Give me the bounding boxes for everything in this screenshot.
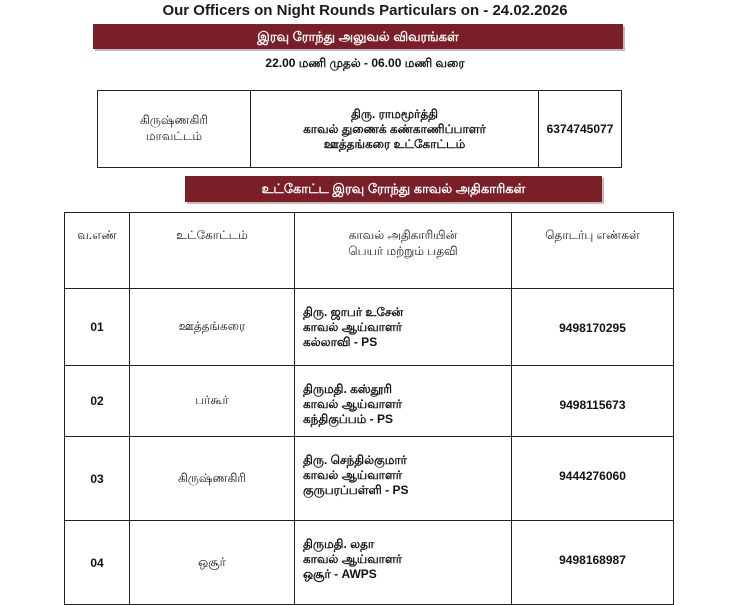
row-officer bbox=[295, 289, 512, 366]
officer-station: குருபரப்பள்ளி - PS bbox=[303, 483, 409, 497]
district-name-cell bbox=[98, 91, 251, 168]
subdivision-banner: உட்கோட்ட இரவு ரோந்து காவல் அதிகாரிகள் bbox=[185, 176, 602, 202]
header-subdivision: உட்கோட்டம் bbox=[130, 213, 295, 289]
officer-designation: காவல் ஆய்வாளர் bbox=[303, 397, 403, 411]
officer-designation: காவல் ஆய்வாளர் bbox=[303, 320, 403, 334]
subdivision-officers-table bbox=[64, 212, 674, 605]
district-name-line2: மாவட்டம் bbox=[145, 129, 203, 143]
header-officer-line2: பெயர் மற்றும் பதவி bbox=[348, 244, 458, 258]
district-row bbox=[98, 91, 622, 168]
officer-name: திரு. ஜாபர் உசேன் bbox=[303, 305, 404, 319]
page-title: Our Officers on Night Rounds Particulars on - 24.02.2026 bbox=[162, 2, 568, 19]
row-phone: 9498168987 bbox=[512, 521, 674, 605]
table-row bbox=[65, 437, 674, 521]
row-serial-no: 01 bbox=[65, 289, 130, 366]
officer-station: ஒசூர் - AWPS bbox=[303, 567, 377, 581]
table-row bbox=[65, 521, 674, 605]
row-officer bbox=[295, 521, 512, 605]
row-subdivision: ஒசூர் bbox=[130, 521, 295, 605]
row-subdivision: ஊத்தங்கரை bbox=[130, 289, 295, 366]
row-phone: 9444276060 bbox=[512, 437, 674, 521]
header-serial-no: வ.எண் bbox=[65, 213, 130, 289]
officer-station: கல்லாவி - PS bbox=[303, 335, 378, 349]
row-subdivision: கிருஷ்ணகிரி bbox=[130, 437, 295, 521]
row-officer bbox=[295, 437, 512, 521]
row-phone: 9498115673 bbox=[512, 366, 674, 437]
officer-name: திருமதி. கஸ்தூரி bbox=[303, 382, 392, 396]
row-serial-no: 02 bbox=[65, 366, 130, 437]
officer-name: திருமதி. லதா bbox=[303, 537, 375, 551]
table-header-row bbox=[65, 213, 674, 289]
district-officer-subdivision: ஊத்தங்கரை உட்கோட்டம் bbox=[323, 136, 466, 151]
officer-name: திரு. செந்தில்குமார் bbox=[303, 453, 407, 467]
district-name-line1: கிருஷ்ணகிரி bbox=[139, 113, 209, 127]
row-serial-no: 03 bbox=[65, 437, 130, 521]
district-officer-table bbox=[97, 90, 622, 168]
table-row bbox=[65, 366, 674, 437]
table-row bbox=[65, 289, 674, 366]
officer-designation: காவல் ஆய்வாளர் bbox=[303, 552, 403, 566]
district-officer-name: திரு. ராமமூர்த்தி bbox=[351, 106, 438, 121]
officer-designation: காவல் ஆய்வாளர் bbox=[303, 468, 403, 482]
officer-station: கந்திகுப்பம் - PS bbox=[303, 412, 393, 426]
district-officer-designation: காவல் துணைக் கண்காணிப்பாளர் bbox=[303, 121, 486, 136]
district-phone-cell: 6374745077 bbox=[539, 91, 622, 168]
row-phone: 9498170295 bbox=[512, 289, 674, 366]
row-officer bbox=[295, 366, 512, 437]
district-officer-cell bbox=[251, 91, 539, 168]
header-officer-line1: காவல் அதிகாரியின் bbox=[348, 228, 458, 242]
header-officer bbox=[295, 213, 512, 289]
header-phone: தொடர்பு எண்கள் bbox=[512, 213, 674, 289]
row-serial-no: 04 bbox=[65, 521, 130, 605]
timing-text: 22.00 மணி முதல் - 06.00 மணி வரை bbox=[265, 56, 465, 70]
night-rounds-banner: இரவு ரோந்து அலுவல் விவரங்கள் bbox=[93, 24, 623, 49]
row-subdivision: பர்கூர் bbox=[130, 366, 295, 437]
